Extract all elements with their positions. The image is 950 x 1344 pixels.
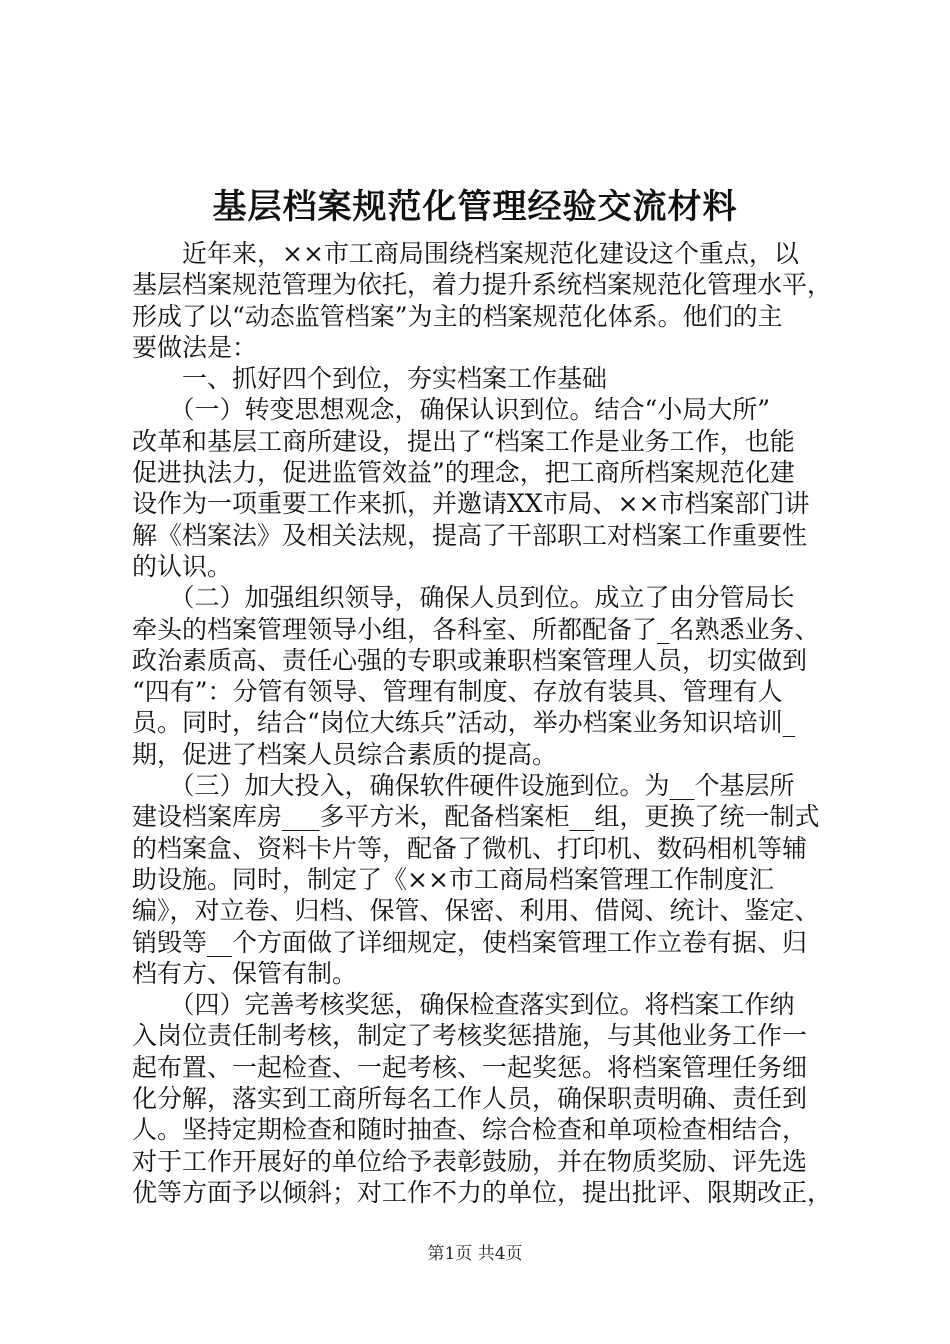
body-line: 对于工作开展好的单位给予表彰鼓励，并在物质奖励、评先选 — [132, 1146, 808, 1176]
body-line: 销毁等__个方面做了详细规定，使档案管理工作立卷有据、归 — [132, 927, 808, 957]
body-line: 形成了以“动态监管档案”为主的档案规范化体系。他们的主 — [132, 301, 783, 331]
body-line: 优等方面予以倾斜；对工作不力的单位，提出批评、限期改正， — [132, 1177, 832, 1207]
body-line: 人。坚持定期检查和随时抽查、综合检查和单项检查相结合， — [132, 1115, 808, 1145]
body-line: 助设施。同时，制定了《××市工商局档案管理工作制度汇 — [132, 864, 774, 894]
body-line: 档有方、保管有制。 — [132, 958, 358, 988]
body-line: 化分解，落实到工商所每名工作人员，确保职责明确、责任到 — [132, 1084, 808, 1114]
body-line: 建设档案库房___多平方米，配备档案柜__组，更换了统一制式 — [132, 802, 820, 832]
section-heading: 一、抓好四个到位，夯实档案工作基础 — [132, 364, 608, 394]
body-line: 牵头的档案管理领导小组，各科室、所都配备了_名熟悉业务、 — [132, 614, 820, 644]
document-title: 基层档案规范化管理经验交流材料 — [212, 187, 738, 227]
body-line: 入岗位责任制考核，制定了考核奖惩措施，与其他业务工作一 — [132, 1021, 808, 1051]
body-line: 基层档案规范管理为依托，着力提升系统档案规范化管理水平， — [132, 270, 832, 300]
page-footer: 第1页 共4页 — [427, 1244, 523, 1264]
body-line: （三）加大投入，确保软件硬件设施到位。为__个基层所 — [132, 771, 795, 801]
body-line: （一）转变思想观念，确保认识到位。结合“小局大所” — [132, 395, 771, 425]
body-line: 解《档案法》及相关法规，提高了干部职工对档案工作重要性 — [132, 520, 808, 550]
body-line: 员。同时，结合“岗位大练兵”活动，举办档案业务知识培训_ — [132, 708, 796, 738]
body-line: 改革和基层工商所建设，提出了“档案工作是业务工作，也能 — [132, 426, 795, 456]
body-line: 设作为一项重要工作来抓，并邀请XX市局、××市档案部门讲 — [132, 489, 810, 519]
body-line: 期，促进了档案人员综合素质的提高。 — [132, 739, 558, 769]
body-line: 要做法是： — [132, 332, 258, 362]
body-line: （二）加强组织领导，确保人员到位。成立了由分管局长 — [132, 583, 795, 613]
body-line: 的认识。 — [132, 551, 233, 581]
body-line: 的档案盒、资料卡片等，配备了微机、打印机、数码相机等辅 — [132, 833, 808, 863]
body-line: 近年来，××市工商局围绕档案规范化建设这个重点，以 — [132, 239, 799, 268]
body-line: 政治素质高、责任心强的专职或兼职档案管理人员，切实做到 — [132, 645, 808, 675]
body-line: （四）完善考核奖惩，确保检查落实到位。将档案工作纳 — [132, 990, 795, 1020]
body-line: 促进执法力，促进监管效益”的理念，把工商所档案规范化建 — [132, 458, 795, 488]
body-line: “四有”：分管有领导、管理有制度、存放有装具、管理有人 — [132, 677, 783, 707]
body-line: 起布置、一起检查、一起考核、一起奖惩。将档案管理任务细 — [132, 1052, 808, 1082]
document-body — [132, 238, 832, 1208]
body-line: 编》，对立卷、归档、保管、保密、利用、借阅、统计、鉴定、 — [132, 896, 820, 926]
